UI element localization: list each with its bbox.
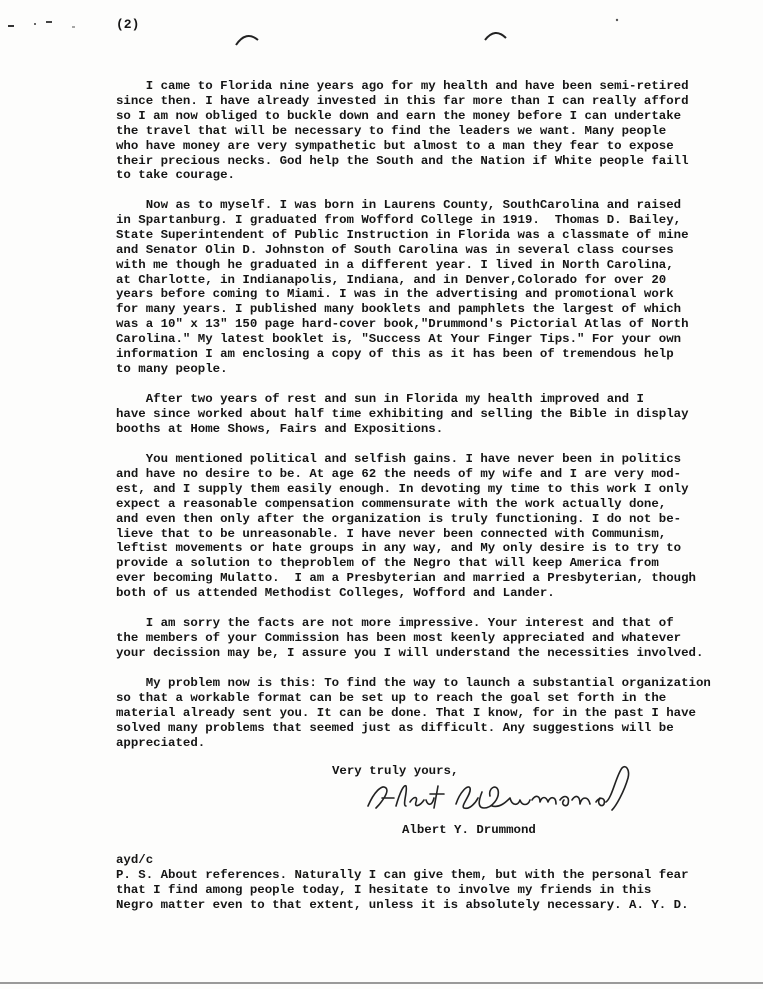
text-line: My problem now is this: To find the way to launch a substantial organization: [116, 676, 711, 690]
text-line: for many years. I published many booklets and pamphlets the largest of which: [116, 302, 682, 317]
paragraph-3: [116, 392, 689, 437]
closing: Very truly yours,: [332, 764, 459, 778]
text-line: provide a solution to theproblem of the Negro that will keep America from: [116, 556, 659, 571]
scan-bottom-edge: [0, 982, 763, 984]
text-line: and even then only after the organization is truly functioning. I do not be-: [116, 511, 682, 526]
text-line: leftist movements or hate groups in any way, and My only desire is to try to: [116, 541, 682, 556]
postscript: [116, 868, 689, 913]
text-line: material already sent you. It can be done. That I know, for in the past I have: [116, 705, 696, 720]
postscript-line: P. S. About references. Naturally I can give them, but with the personal fear: [116, 868, 689, 882]
text-line: who have money are very sympathetic but almost to a man they fear to expose: [116, 138, 674, 153]
paragraph-5: [116, 616, 703, 661]
text-line: so I am now obliged to buckle down and earn the money before I can undertake: [116, 108, 682, 123]
paragraph-2: [116, 198, 689, 377]
text-line: lieve that to be unreasonable. I have never been connected with Communism,: [116, 526, 667, 541]
text-line: and Senator Olin D. Johnston of South Carolina was in several class courses: [116, 242, 674, 257]
text-line: and have no desire to be. At age 62 the needs of my wife and I are very mod-: [116, 466, 682, 481]
text-line: information I am enclosing a copy of this as it has been of tremendous help: [116, 347, 674, 362]
typed-signer-name: Albert Y. Drummond: [402, 823, 536, 837]
text-line: since then. I have already invested in this far more than I can really afford: [116, 93, 689, 108]
hole-punch-arc-left: [236, 36, 258, 45]
text-line: I am sorry the facts are not more impressive. Your interest and that of: [116, 616, 674, 630]
text-line: You mentioned political and selfish gains. I have never been in politics: [116, 452, 682, 466]
text-line: to take courage.: [116, 168, 235, 183]
text-line: appreciated.: [116, 735, 206, 750]
text-line: Now as to myself. I was born in Laurens County, SouthCarolina and raised: [116, 198, 682, 212]
text-line: expect a reasonable compensation commensurate with the work actually done,: [116, 496, 667, 511]
text-line: years before coming to Miami. I was in the advertising and promotional work: [116, 287, 674, 302]
text-line: solved many problems that seemed just as difficult. Any suggestions will be: [116, 720, 674, 735]
text-line: After two years of rest and sun in Florida my health improved and I: [116, 392, 644, 406]
hole-punch-arc-right: [485, 33, 506, 40]
text-line: the members of your Commission has been most keenly appreciated and whatever: [116, 630, 682, 645]
text-line: Carolina." My latest booklet is, "Success At Your Finger Tips." For your own: [116, 332, 682, 347]
scan-marks: [0, 0, 763, 60]
text-line: your decission may be, I assure you I will understand the necessities involved.: [116, 645, 704, 660]
paragraph-6: [116, 676, 711, 751]
scan-speck: [616, 19, 618, 21]
paragraph-4: [116, 452, 696, 601]
text-line: so that a workable format can be set up to reach the goal set forth in the: [116, 690, 667, 705]
postscript-line: that I find among people today, I hesitate to involve my friends in this: [116, 882, 652, 897]
text-line: booths at Home Shows, Fairs and Expositions.: [116, 421, 444, 436]
text-line: have since worked about half time exhibiting and selling the Bible in display: [116, 406, 689, 421]
postscript-line: Negro matter even to that extent, unless it is absolutely necessary. A. Y. D.: [116, 897, 689, 912]
handwritten-signature: [360, 762, 680, 822]
text-line: to many people.: [116, 361, 228, 376]
text-line: in Spartanburg. I graduated from Wofford College in 1919. Thomas D. Bailey,: [116, 212, 682, 227]
text-line: State Superintendent of Public Instruction in Florida was a classmate of mine: [116, 227, 689, 242]
text-line: the travel that will be necessary to find the leaders we want. Many people: [116, 123, 667, 138]
page-number: (2): [116, 17, 140, 32]
text-line: both of us attended Methodist Colleges, Wofford and Lander.: [116, 586, 555, 601]
text-line: est, and I supply them easily enough. In devoting my time to this work I only: [116, 481, 689, 496]
text-line: I came to Florida nine years ago for my health and have been semi-retired: [116, 79, 689, 93]
text-line: ever becoming Mulatto. I am a Presbyterian and married a Presbyterian, though: [116, 571, 696, 586]
reference-initials: ayd/c: [116, 853, 154, 867]
text-line: their precious necks. God help the South and the Nation if White people faill: [116, 153, 689, 168]
text-line: with me though he graduated in a different year. I lived in North Carolina,: [116, 257, 674, 272]
text-line: was a 10" x 13" 150 page hard-cover book,"Drummond's Pictorial Atlas of North: [116, 317, 689, 332]
paragraph-1: [116, 79, 689, 183]
text-line: at Charlotte, in Indianapolis, Indiana, and in Denver,Colorado for over 20: [116, 272, 667, 287]
